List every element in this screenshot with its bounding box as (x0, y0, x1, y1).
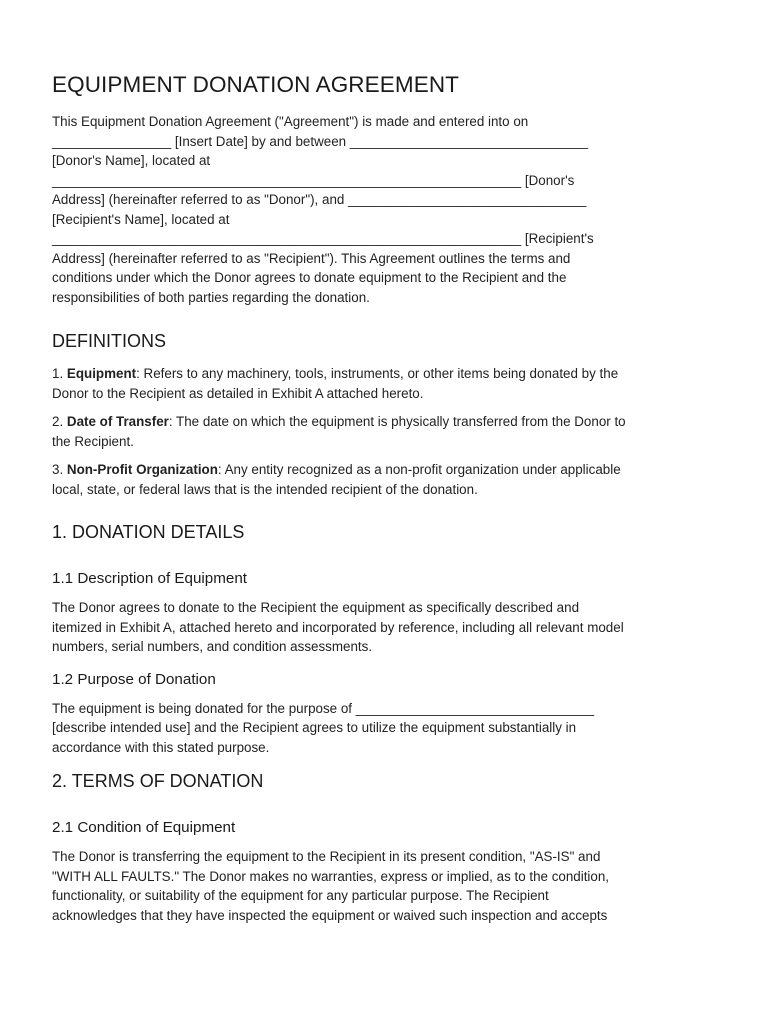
intro-line: _______________________________________________________________ [Donor's (52, 172, 575, 188)
definition-line (52, 460, 720, 480)
body-line: The Donor is transferring the equipment to the Recipient in its present condition, "AS-IS" and (52, 849, 601, 864)
intro-line: Address] (hereinafter referred to as "Recipient"). This Agreement outlines the terms and (52, 250, 571, 266)
body-line: The Donor agrees to donate to the Recipient the equipment as specifically described and (52, 600, 580, 615)
definition-term: Date of Transfer (66, 414, 169, 429)
document-title: EQUIPMENT DONATION AGREEMENT (52, 72, 460, 97)
definitions-heading: DEFINITIONS (52, 331, 167, 351)
body-line: numbers, serial numbers, and condition assessments. (52, 639, 373, 654)
body-line: [describe intended use] and the Recipient agrees to utilize the equipment substantially in (52, 720, 577, 735)
definition-text: : Refers to any machinery, tools, instruments, or other items being donated by the (136, 366, 619, 381)
definition-term: Equipment (66, 366, 137, 381)
subsection-2-1-body (52, 847, 720, 925)
body-line: "WITH ALL FAULTS." The Donor makes no warranties, express or implied, as to the condition, (52, 868, 610, 884)
subsection-1-1-heading: 1.1 Description of Equipment (52, 570, 248, 587)
document-page (52, 70, 720, 925)
definition-number: 3. (52, 462, 64, 477)
intro-paragraph (52, 112, 720, 307)
definition-text: : The date on which the equipment is physically transferred from the Donor to (168, 414, 626, 429)
definition-number: 1. (52, 366, 64, 381)
definition-term: Non-Profit Organization (66, 462, 218, 477)
section-2-heading: 2. TERMS OF DONATION (52, 771, 264, 791)
section-1-heading: 1. DONATION DETAILS (52, 522, 245, 542)
subsection-1-2-body (52, 699, 720, 758)
definition-item (52, 412, 720, 451)
definition-line: the Recipient. (52, 433, 134, 449)
body-line: accordance with this stated purpose. (52, 739, 270, 755)
body-line: The equipment is being donated for the purpose of ________________________________ (52, 700, 595, 716)
definition-line (52, 412, 720, 432)
intro-line: [Recipient's Name], located at (52, 211, 230, 227)
definition-item (52, 364, 720, 403)
subsection-1-1-body (52, 598, 720, 657)
definition-line: local, state, or federal laws that is the intended recipient of the donation. (52, 481, 478, 497)
intro-line: Address] (hereinafter referred to as "Donor"), and ________________________________ (52, 192, 587, 207)
body-line: itemized in Exhibit A, attached hereto and incorporated by reference, including all relevant model (52, 619, 624, 635)
body-line: functionality, or suitability of the equipment for any particular purpose. The Recipient (52, 888, 549, 903)
intro-line: This Equipment Donation Agreement ("Agreement") is made and entered into on (52, 114, 529, 129)
subsection-1-2-heading: 1.2 Purpose of Donation (52, 670, 216, 688)
subsection-2-1-heading: 2.1 Condition of Equipment (52, 819, 236, 836)
definition-item (52, 460, 720, 499)
definition-text: : Any entity recognized as a non-profit organization under applicable (217, 462, 621, 477)
intro-line: responsibilities of both parties regarding the donation. (52, 289, 370, 305)
intro-line: [Donor's Name], located at (52, 153, 211, 168)
intro-line: conditions under which the Donor agrees to donate equipment to the Recipient and the (52, 270, 567, 285)
definition-line (52, 364, 720, 384)
definition-number: 2. (52, 414, 64, 429)
definition-line: Donor to the Recipient as detailed in Exhibit A attached hereto. (52, 385, 424, 401)
intro-line: _______________________________________________________________ [Recipient's (52, 231, 594, 246)
body-line: acknowledges that they have inspected the equipment or waived such inspection and accepts (52, 907, 608, 923)
intro-line: ________________ [Insert Date] by and between ________________________________ (52, 133, 589, 149)
